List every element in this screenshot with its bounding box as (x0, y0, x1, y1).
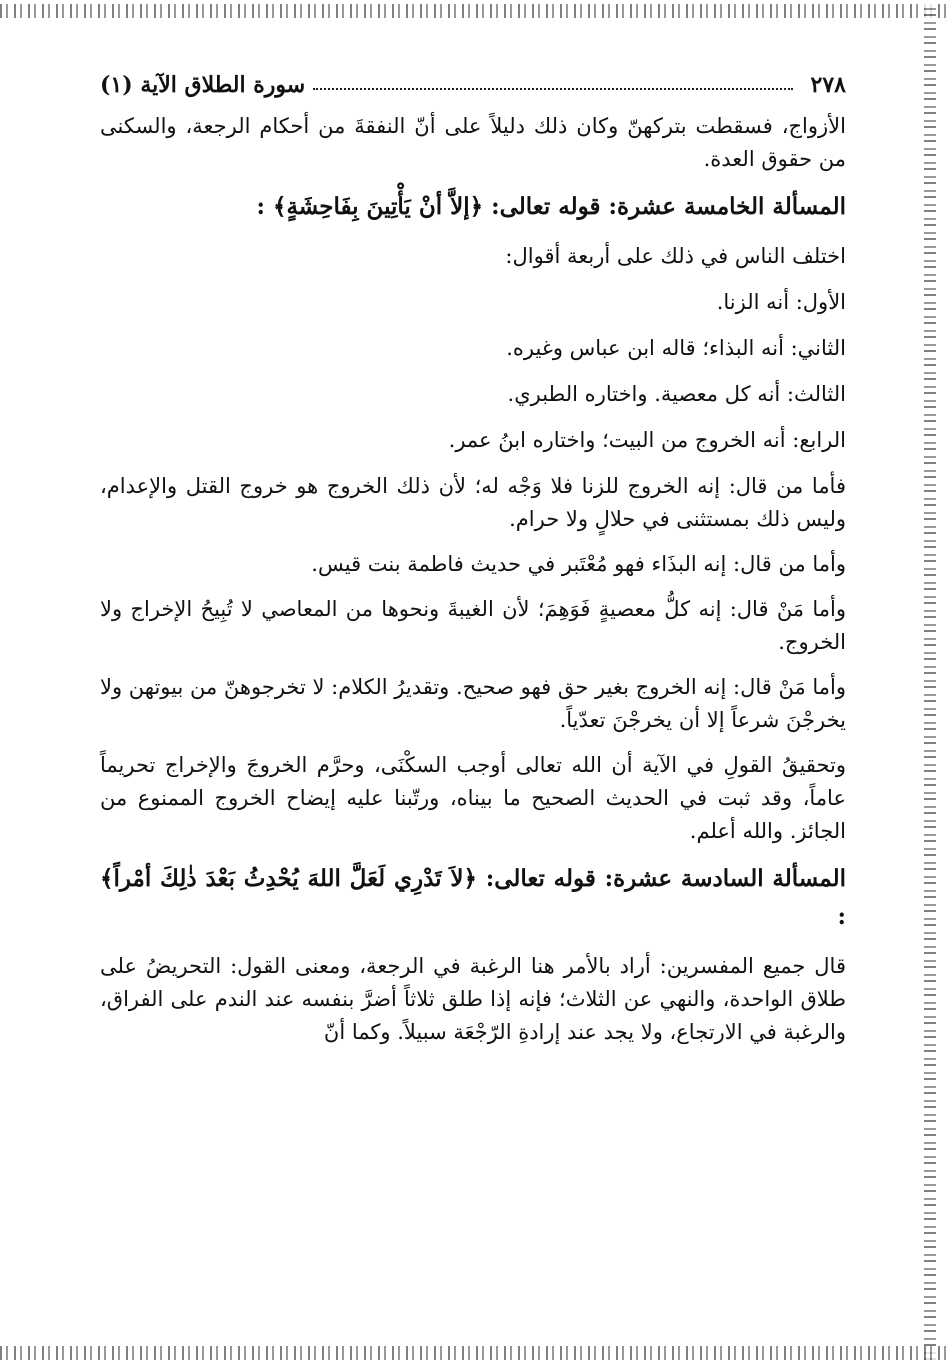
decorative-border-right (924, 4, 936, 1360)
section-heading-15 (100, 188, 846, 226)
list-item: الثالث: أنه كل معصية. واختاره الطبري. (507, 382, 846, 406)
page-number: ٢٧٨ (810, 72, 846, 98)
heading-intro: المسألة السادسة عشرة: قوله تعالى: (485, 865, 846, 892)
list-item: الأول: أنه الزنا. (716, 290, 846, 314)
paragraph: وأما مَنْ قال: إنه كلُّ معصيةٍ فَوَهِمَ؛ لأن الغيبةَ ونحوها من المعاصي لا تُبِيحُ الإخراج ولا الخروج. (100, 597, 846, 654)
paragraph: فأما من قال: إنه الخروج للزنا فلا وَجْه له؛ لأن ذلك الخروج هو خروج القتل والإعدام، وليس ذلك بمستثنى في حلالٍ ولا حرام. (100, 474, 846, 531)
header-title: سورة الطلاق الآية (١) (100, 72, 306, 98)
heading-intro: المسألة الخامسة عشرة: قوله تعالى: (491, 193, 846, 220)
list-item: الرابع: أنه الخروج من البيت؛ واختاره ابنُ عمر. (448, 428, 846, 452)
paragraph: اختلف الناس في ذلك على أربعة أقوال: (505, 244, 846, 268)
paragraph: قال جميع المفسرين: أراد بالأمر هنا الرغبة في الرجعة، ومعنى القول: التحريضُ على طلاق الواحدة، والنهي عن الثلاث؛ فإنه إذا طلق ثلاثاً أضرَّ بنفسه عند الندم على الفراق، والرغبة في الارتجاع، ولا يجد عند إرادةِ الرّجْعَة سبيلاً. وكما أنّ (100, 954, 846, 1044)
running-header (100, 60, 846, 110)
header-dot-leader (313, 88, 792, 90)
paragraph: وتحقيقُ القولِ في الآية أن الله تعالى أوجب السكْنَى، وحرَّم الخروجَ والإخراج تحريماً عاماً، وقد ثبت في الحديث الصحيح ما بيناه، ورتّبنا عليه إيضاح الخروج الممنوع من الجائز. والله أعلم. (100, 753, 846, 843)
page-body (100, 60, 846, 1061)
section-heading-16 (100, 860, 846, 936)
quranic-verse: ﴿إلاَّ أنْ يَأْتِينَ بِفَاحِشَةٍ﴾ : (256, 193, 484, 220)
paragraph: الأزواج، فسقطت بتركهنّ وكان ذلك دليلاً على أنّ النفقةَ من أحكام الرجعة، والسكنى من حقوق العدة. (100, 114, 846, 171)
paragraph: وأما من قال: إنه البذَاء فهو مُعْتَبر في حديث فاطمة بنت قيس. (311, 552, 846, 576)
decorative-border-top (0, 4, 946, 18)
quranic-verse: ﴿لاَ تَدْرِي لَعَلَّ اللهَ يُحْدِثُ بَعْدَ ذٰلِكَ أمْراً﴾ : (100, 865, 846, 930)
paragraph: وأما مَنْ قال: إنه الخروج بغير حق فهو صحيح. وتقديرُ الكلام: لا تخرجوهنّ من بيوتهن ولا يخرجْنَ شرعاً إلا أن يخرجْنَ تعدّياً. (100, 675, 846, 732)
list-item: الثاني: أنه البذاء؛ قاله ابن عباس وغيره. (506, 336, 846, 360)
decorative-border-bottom (0, 1346, 946, 1360)
